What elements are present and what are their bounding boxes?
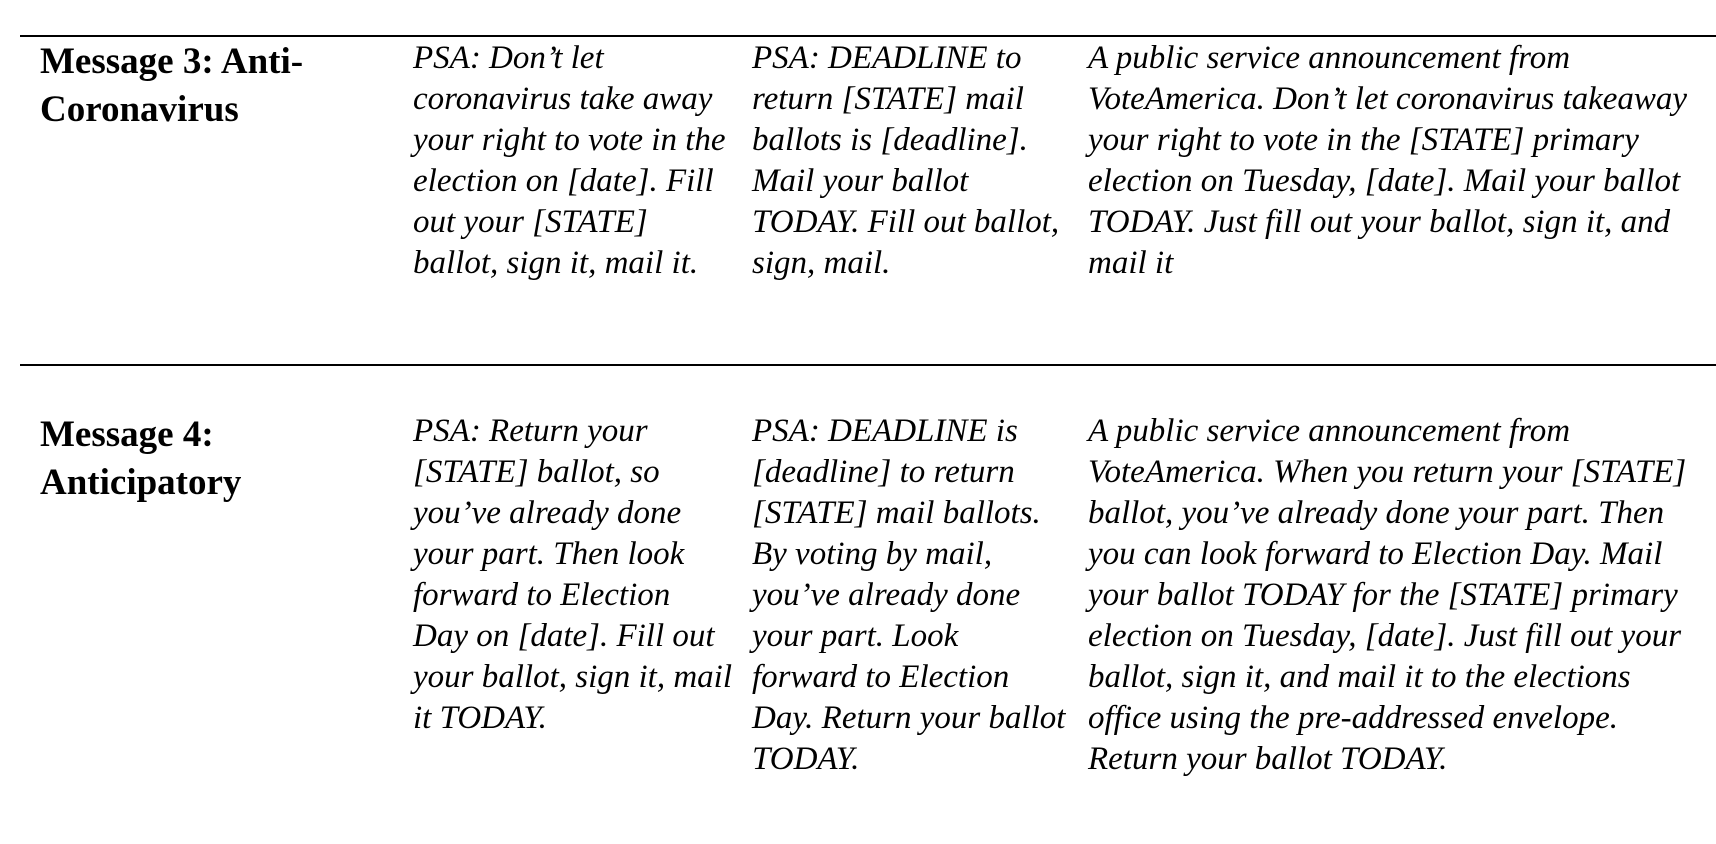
row-label: Message 4: Anticipatory	[40, 414, 242, 503]
row-divider-rule	[20, 364, 1716, 366]
deadline-message-cell: PSA: DEADLINE to return [STATE] mail ballots is [deadline]. Mail your ballot TODAY. Fill out ballot, sign, mail.	[752, 40, 1060, 281]
short-message-cell: PSA: Don’t let coronavirus take away your right to vote in the election on [date]. Fill out your [STATE] ballot, sign it, mail it.	[413, 40, 726, 281]
deadline-message-cell: PSA: DEADLINE is [deadline] to return [STATE] mail ballots. By voting by mail, you’ve already done your part. Look forward to Election Day. Return your ballot TODAY.	[752, 413, 1066, 777]
long-message-cell: A public service announcement from VoteAmerica. When you return your [STATE] ballot, you’ve already done your part. Then you can look forward to Election Day. Mail your ballot TODAY for the [STATE] primary election on Tuesday, [date]. Just fill out your ballot, sign it, and mail it to the elections office using the pre-addressed envelope. Return your ballot TODAY.	[1088, 413, 1687, 777]
table-top-rule	[20, 35, 1716, 37]
short-message-cell: PSA: Return your [STATE] ballot, so you’ve already done your part. Then look forward to Election Day on [date]. Fill out your ballot, sign it, mail it TODAY.	[413, 413, 733, 736]
row-label: Message 3: Anti-Coronavirus	[40, 41, 304, 130]
long-message-cell: A public service announcement from VoteAmerica. Don’t let coronavirus takeaway your right to vote in the [STATE] primary election on Tuesday, [date]. Mail your ballot TODAY. Just fill out your ballot, sign it, and mail it	[1088, 40, 1688, 281]
